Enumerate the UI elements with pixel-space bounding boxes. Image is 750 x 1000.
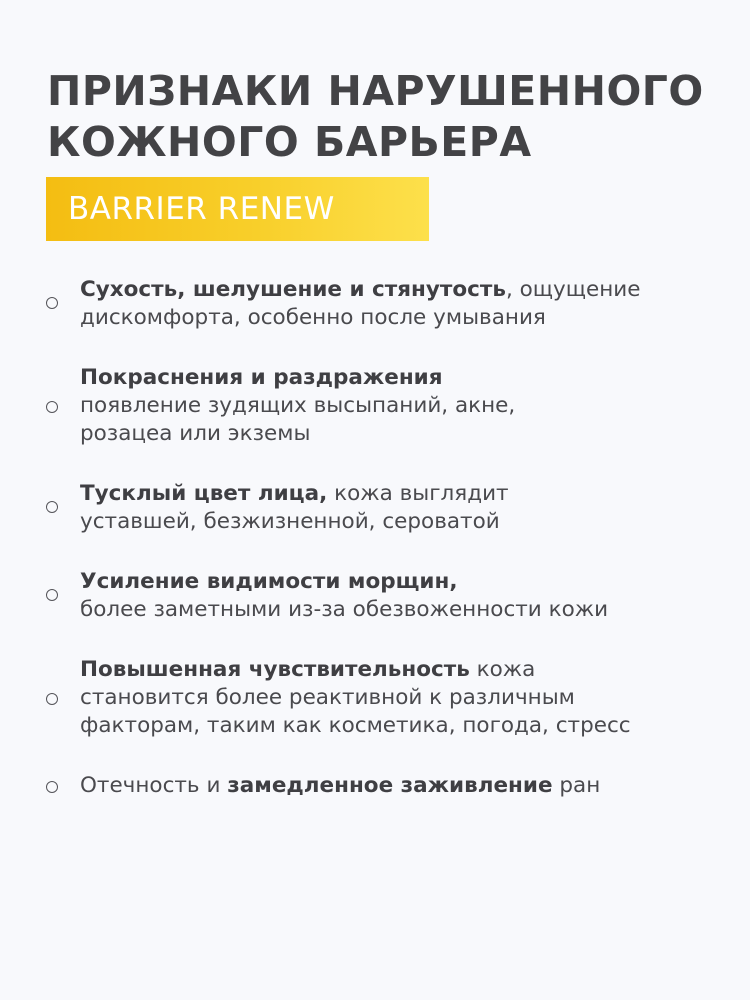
list-item-text [80, 276, 735, 332]
list-item-line: факторам, таким как косметика, погода, стресс [80, 713, 631, 738]
brand-badge-label: BARRIER RENEW [68, 191, 335, 227]
list-item-bold: замедленное заживление [227, 773, 553, 798]
list-item-line: розацеа или экземы [80, 421, 311, 446]
list-item-text [80, 364, 735, 448]
list-item-line: более заметными из-за обезвоженности кожи [80, 597, 609, 622]
list-item-text [80, 568, 735, 624]
list-item-before: Отечность и [80, 773, 228, 798]
list-item-line: дискомфорта, особенно после умывания [80, 305, 546, 330]
circle-bullet-icon [46, 589, 58, 601]
list-item-bold: Покраснения и раздражения [80, 365, 443, 390]
circle-bullet-icon [46, 693, 58, 705]
list-item-rest: ран [552, 773, 601, 798]
list-item-line: уставшей, безжизненной, сероватой [80, 509, 500, 534]
list-item-text [80, 772, 735, 800]
title-line-2: КОЖНОГО БАРЬЕРА [47, 118, 532, 166]
list-item-text [80, 480, 735, 536]
list-item-line: становится более реактивной к различным [80, 685, 575, 710]
list-item-bold: Сухость, шелушение и стянутость [80, 277, 506, 302]
list-item-bold: Повышенная чувствительность [80, 657, 470, 682]
list-item-bold: Усиление видимости морщин, [80, 569, 458, 594]
list-item-rest: кожа выглядит [327, 481, 509, 506]
page-title [47, 66, 727, 168]
brand-badge [46, 177, 429, 241]
circle-bullet-icon [46, 501, 58, 513]
list-item-rest: кожа [469, 657, 536, 682]
circle-bullet-icon [46, 781, 58, 793]
circle-bullet-icon [46, 401, 58, 413]
list-item-text [80, 656, 735, 740]
list-item-line: появление зудящих высыпаний, акне, [80, 393, 516, 418]
circle-bullet-icon [46, 297, 58, 309]
title-line-1: ПРИЗНАКИ НАРУШЕННОГО [47, 67, 704, 115]
list-item-bold: Тусклый цвет лица, [80, 481, 328, 506]
list-item-rest: , ощущение [505, 277, 641, 302]
